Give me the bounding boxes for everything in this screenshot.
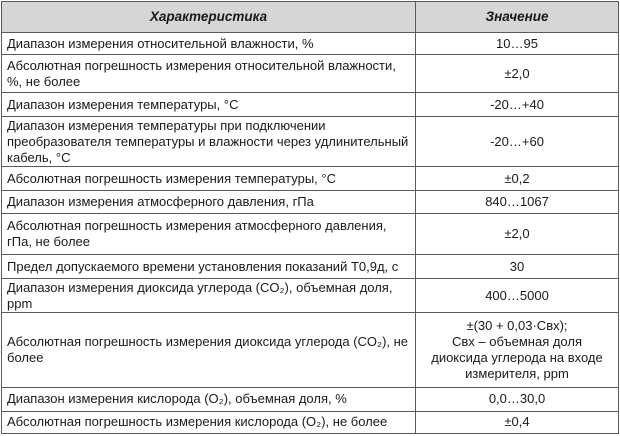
value-line: 30	[509, 258, 525, 274]
value-cell	[416, 279, 619, 313]
header-value: Значение	[416, 2, 619, 33]
characteristic-cell: Диапазон измерения атмосферного давления, гПа	[2, 190, 416, 213]
value-line: ±2,0	[504, 65, 530, 81]
characteristic-cell: Абсолютная погрешность измерения температуры, °С	[2, 167, 416, 190]
characteristic-cell: Диапазон измерения диоксида углерода (CO₂), объемная доля, ppm	[2, 279, 416, 313]
table-row	[2, 190, 619, 213]
characteristic-cell: Абсолютная погрешность измерения относительной влажности, %, не более	[2, 55, 416, 93]
value-cell	[416, 411, 619, 433]
characteristic-cell: Абсолютная погрешность измерения атмосферного давления, гПа, не более	[2, 214, 416, 255]
value-line: Cвх – объемная доля	[452, 334, 582, 349]
table-row	[2, 55, 619, 93]
value-line: измерителя, ppm	[465, 366, 569, 381]
table-body	[2, 33, 619, 434]
characteristic-cell: Диапазон измерения температуры, °С	[2, 93, 416, 117]
header-row	[2, 2, 619, 33]
value-line: ±0,4	[504, 414, 530, 430]
value-cell	[416, 312, 619, 387]
table-row	[2, 279, 619, 313]
value-cell	[416, 254, 619, 278]
header-characteristic: Характеристика	[2, 2, 416, 33]
table-header	[2, 2, 619, 33]
characteristic-cell: Диапазон измерения температуры при подключении преобразователя температуры и влажности через удлинительный кабель, °С	[2, 117, 416, 167]
value-line: ±0,2	[504, 170, 530, 186]
table-row	[2, 312, 619, 387]
characteristic-cell: Диапазон измерения кислорода (O₂), объемная доля, %	[2, 388, 416, 411]
table-row	[2, 167, 619, 190]
specifications-table	[1, 1, 619, 434]
value-line: -20…+40	[490, 96, 544, 112]
characteristic-cell: Предел допускаемого времени установления показаний Т0,9д, с	[2, 254, 416, 278]
value-line: ±2,0	[504, 225, 530, 241]
value-cell	[416, 190, 619, 213]
value-line: -20…+60	[490, 133, 544, 149]
characteristic-cell: Абсолютная погрешность измерения кислорода (O₂), не более	[2, 411, 416, 433]
characteristic-cell: Абсолютная погрешность измерения диоксида углерода (CO₂), не более	[2, 312, 416, 387]
characteristic-cell: Диапазон измерения относительной влажности, %	[2, 33, 416, 55]
value-line: 0,0…30,0	[488, 391, 546, 407]
value-cell	[416, 55, 619, 93]
value-cell	[416, 167, 619, 190]
table-row	[2, 93, 619, 117]
value-line: 840…1067	[485, 193, 549, 209]
value-line: 10…95	[496, 35, 538, 51]
table-row	[2, 214, 619, 255]
value-line: диоксида углерода на входе	[431, 350, 603, 365]
value-cell	[416, 33, 619, 55]
value-cell	[416, 388, 619, 411]
table-row	[2, 254, 619, 278]
value-cell	[416, 214, 619, 255]
value-line: 400…5000	[485, 287, 549, 303]
table-row	[2, 388, 619, 411]
value-cell	[416, 117, 619, 167]
value-line: ±(30 + 0,03·Cвх);	[466, 318, 568, 333]
table-row	[2, 411, 619, 433]
table-row	[2, 117, 619, 167]
table-row	[2, 33, 619, 55]
value-cell	[416, 93, 619, 117]
